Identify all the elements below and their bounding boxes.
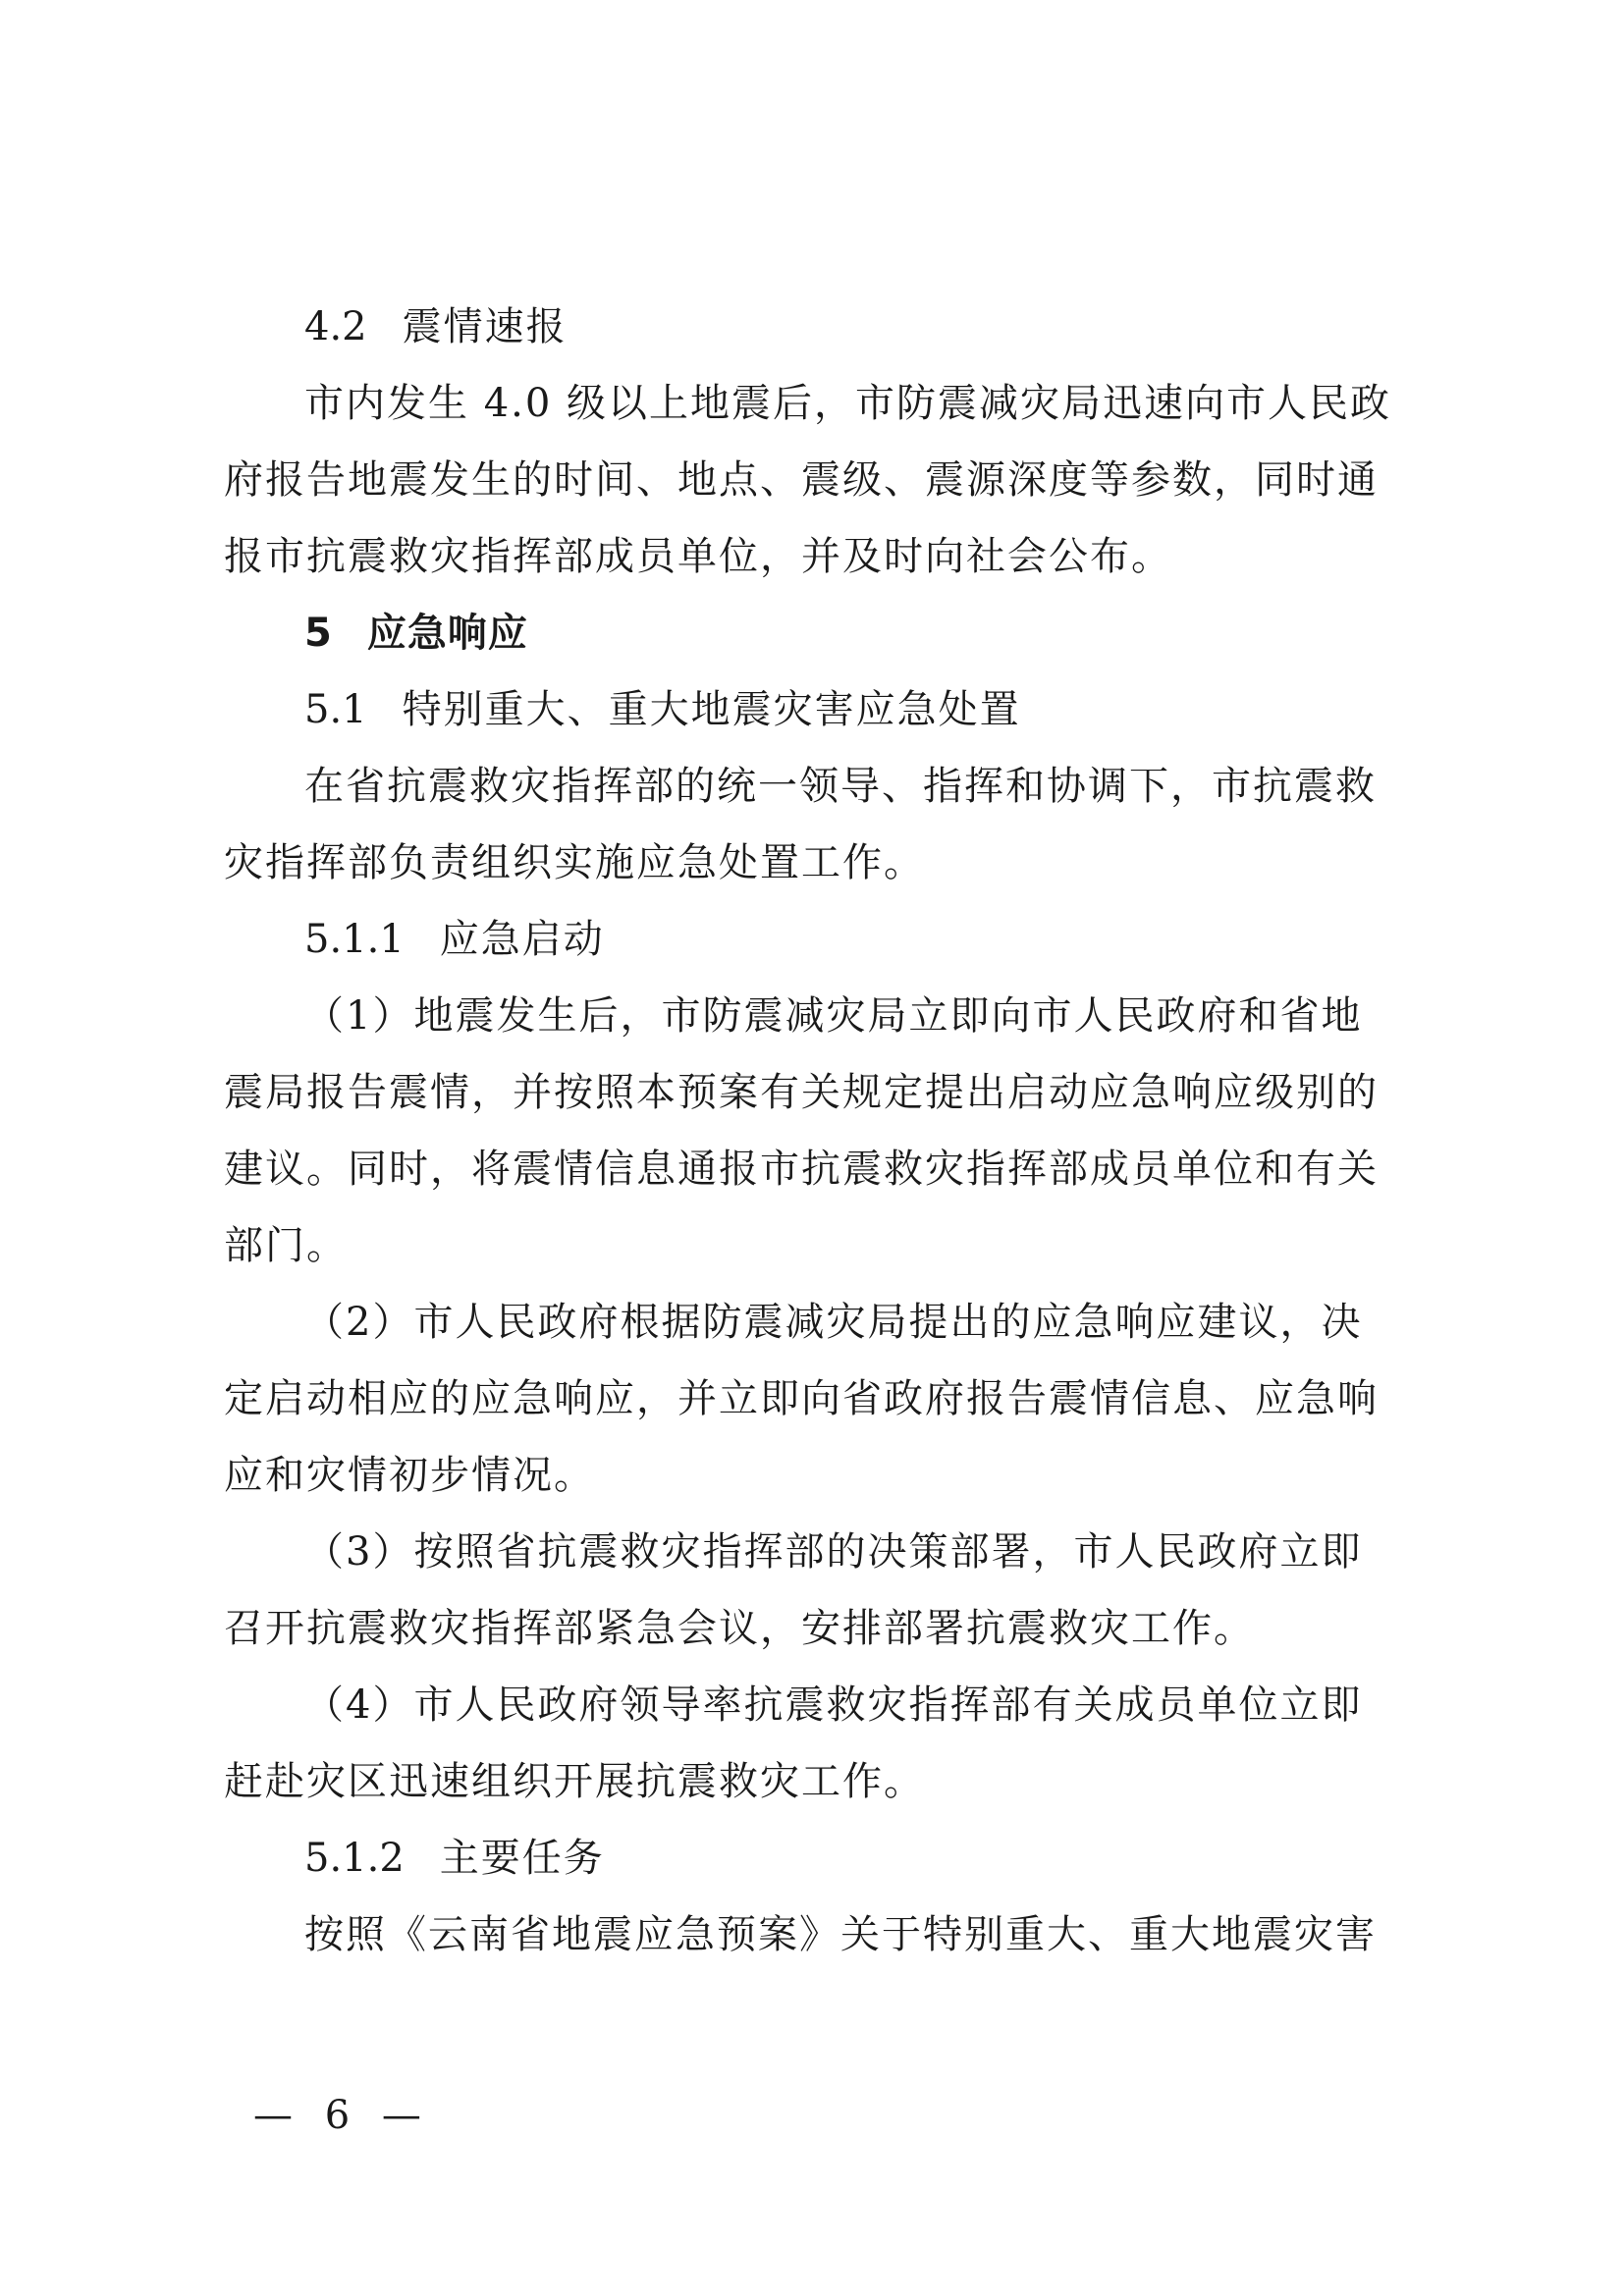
section-title: 特别重大、重大地震灾害应急处置 <box>402 687 1021 732</box>
paragraph-line: （1）地震发生后，市防震减灾局立即向市人民政府和省地 <box>304 993 1363 1039</box>
section-number: 5.1 <box>304 687 367 732</box>
section-heading-5-1 <box>304 685 1434 734</box>
paragraph-line: 震局报告震情，并按照本预案有关规定提出启动应急响应级别的 <box>224 1070 1379 1115</box>
paragraph-line: （3）按照省抗震救灾指挥部的决策部署，市人民政府立即 <box>304 1529 1363 1575</box>
paragraph-line: 赶赴灾区迅速组织开展抗震救灾工作。 <box>224 1759 925 1804</box>
section-heading-5 <box>304 609 1434 658</box>
page-number: — 6 — <box>253 2093 431 2138</box>
paragraph-line: 按照《云南省地震应急预案》关于特别重大、重大地震灾害 <box>304 1912 1377 1957</box>
paragraph-line: 市内发生 4.0 级以上地震后，市防震减灾局迅速向市人民政 <box>304 381 1392 426</box>
paragraph-line: 定启动相应的应急响应，并立即向省政府报告震情信息、应急响 <box>224 1376 1379 1421</box>
paragraph-line: （2）市人民政府根据防震减灾局提出的应急响应建议，决 <box>304 1300 1363 1345</box>
paragraph-line: 建议。同时，将震情信息通报市抗震救灾指挥部成员单位和有关 <box>224 1147 1379 1192</box>
section-number: 5.1.1 <box>304 917 405 962</box>
section-heading-5-1-2 <box>304 1834 1434 1883</box>
section-title: 震情速报 <box>402 304 568 349</box>
paragraph-line: 在省抗震救灾指挥部的统一领导、指挥和协调下，市抗震救 <box>304 764 1377 809</box>
paragraph-line: 灾指挥部负责组织实施应急处置工作。 <box>224 840 925 885</box>
paragraph-line: 应和灾情初步情况。 <box>224 1453 595 1498</box>
section-number: 4.2 <box>304 304 367 349</box>
paragraph-line: 府报告地震发生的时间、地点、震级、震源深度等参数，同时通 <box>224 457 1379 503</box>
paragraph-line: 部门。 <box>224 1223 348 1268</box>
section-heading-4-2 <box>304 302 1434 351</box>
paragraph-line: 召开抗震救灾指挥部紧急会议，安排部署抗震救灾工作。 <box>224 1606 1255 1651</box>
section-number: 5 <box>304 611 332 656</box>
paragraph-line: （4）市人民政府领导率抗震救灾指挥部有关成员单位立即 <box>304 1682 1363 1728</box>
section-heading-5-1-1 <box>304 915 1434 964</box>
section-number: 5.1.2 <box>304 1836 405 1881</box>
paragraph-line: 报市抗震救灾指挥部成员单位，并及时向社会公布。 <box>224 534 1172 579</box>
section-title: 主要任务 <box>439 1836 605 1881</box>
section-title: 应急启动 <box>439 917 605 962</box>
section-title: 应急响应 <box>366 611 528 656</box>
